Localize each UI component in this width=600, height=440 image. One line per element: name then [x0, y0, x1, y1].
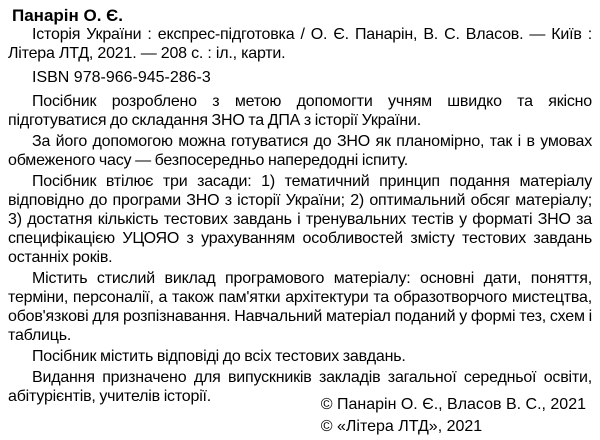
annotation-block: [8, 92, 592, 406]
annotation-paragraph: Посібник містить відповіді до всіх тестових завдань.: [32, 348, 406, 365]
annotation-paragraph: Містить стислий виклад програмового матеріалу: основні дати, поняття, терміни, персоналії, а також пам'ятки архітектури та образотворчого мистецтва, обов'язкові для розпізнавання. Навчальний матеріал поданий у формі тез, схем і таблиць.: [8, 270, 592, 344]
bibliographic-description: Історія України : експрес-підготовка / О. Є. Панарін, В. С. Власов. — Київ : Літера ЛТД, 2021. — 208 с. : іл., карти.: [8, 26, 592, 62]
copyright-publisher: © «Літера ЛТД», 2021: [320, 418, 483, 435]
annotation-paragraph: Посібник втілює три засади: 1) тематичний принцип подання матеріалу відповідно до програми ЗНО з історії України; 2) оптимальний обсяг матеріалу; 3) достатня кількість тестових завдань і тренувальних тестів у форматі ЗНО за специфікацією УЦОЯО з урахуванням особливостей змісту тестових завдань останніх років.: [8, 173, 592, 266]
annotation-paragraph: Видання призначено для випускників закладів загальної середньої освіти, абітурієнтів, учителів історії.: [8, 369, 592, 405]
copyright-authors: © Панарін О. Є., Власов В. С., 2021: [320, 396, 586, 413]
isbn-line: ISBN 978-966-945-286-3: [32, 69, 211, 86]
annotation-paragraph: Посібник розроблено з метою допомогти учням швидко та якісно підготуватися до складання ЗНО та ДПА з історії України.: [8, 93, 592, 129]
annotation-paragraph: За його допомогою можна готуватися до ЗНО як планомірно, так і в умовах обмеженого часу — безпосередньо напередодні іспиту.: [8, 133, 592, 169]
author-heading: Панарін О. Є.: [12, 6, 123, 25]
copyright-block: [321, 396, 586, 440]
